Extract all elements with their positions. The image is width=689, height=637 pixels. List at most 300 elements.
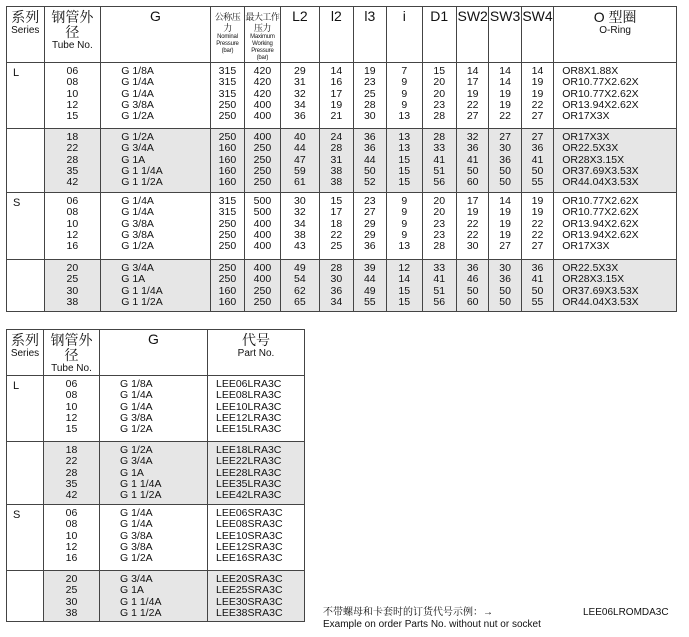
header-l3: l3 [353, 7, 386, 63]
cell-SW2: 19 [466, 206, 479, 219]
cell-SW2: 36 [466, 142, 479, 155]
cell-tube: 42 [66, 176, 79, 189]
cell-tube: 28 [65, 466, 78, 479]
column-oring [554, 129, 677, 193]
header-l2: l2 [320, 7, 353, 63]
cell-L2: 54 [294, 273, 306, 286]
cell-tube: 12 [65, 540, 78, 553]
cell-pw: 500 [253, 195, 272, 207]
cell-D1: 28 [433, 240, 446, 253]
column-tube [44, 193, 101, 260]
column-i [387, 63, 422, 129]
column-tube [44, 442, 100, 505]
cell-pw: 250 [253, 295, 272, 308]
cell-i: 15 [398, 164, 411, 177]
cell-L2: 38 [294, 228, 306, 241]
header-D1: D1 [422, 7, 456, 63]
column-l2 [320, 63, 353, 129]
header-part-no: 代号 Part No. [208, 330, 305, 376]
cell-tube: 16 [65, 552, 78, 565]
column-part [208, 505, 305, 571]
column-SW2 [456, 260, 488, 312]
cell-SW2: 60 [466, 176, 479, 189]
series-cell: S [7, 193, 45, 260]
column-i [387, 129, 422, 193]
cell-g: G 1/2A [120, 444, 153, 456]
cell-pw: 400 [253, 262, 272, 274]
cell-SW3: 50 [499, 176, 511, 189]
cell-pn: 315 [218, 195, 237, 207]
column-pw [245, 260, 280, 312]
cell-L2: 32 [294, 206, 306, 219]
cell-SW2: 46 [466, 273, 479, 286]
cell-part: LEE08LRA3C [216, 389, 282, 402]
cell-l3: 55 [363, 295, 376, 308]
cell-L2: 36 [294, 110, 306, 123]
cell-tube: 10 [66, 87, 79, 100]
order-example-cn: 不带螺母和卡套时的订货代号示例：→ [323, 607, 493, 618]
cell-g: G 3/8A [121, 98, 154, 111]
cell-pn: 315 [218, 206, 237, 219]
cell-SW4: 19 [531, 76, 544, 89]
cell-D1: 20 [433, 206, 446, 219]
cell-g: G 1/4A [121, 206, 154, 219]
cell-pn: 160 [218, 153, 237, 166]
cell-pn: 250 [218, 131, 237, 143]
cell-tube: 25 [65, 584, 78, 597]
table2-header-row [7, 330, 305, 376]
column-oring [554, 193, 677, 260]
cell-part: LEE10SRA3C [216, 529, 283, 542]
cell-g: G 1/2A [121, 240, 154, 253]
series-cell [7, 442, 44, 505]
cell-tube: 06 [66, 195, 79, 207]
cell-D1: 20 [433, 87, 446, 100]
cell-i: 14 [398, 273, 411, 286]
cell-SW3: 50 [499, 164, 511, 177]
cell-g: G 1 1/4A [121, 284, 163, 297]
cell-pw: 400 [253, 110, 272, 123]
cell-pw: 400 [253, 131, 272, 143]
cell-pw: 250 [253, 164, 272, 177]
cell-oring: OR28X3.15X [562, 273, 625, 286]
cell-i: 13 [398, 110, 411, 123]
column-g [101, 193, 210, 260]
cell-tube: 08 [66, 76, 79, 89]
column-L2 [280, 260, 320, 312]
cell-L2: 43 [294, 240, 306, 253]
cell-i: 15 [398, 295, 411, 308]
cell-pn: 250 [218, 228, 237, 241]
cell-D1: 20 [433, 195, 446, 207]
cell-i: 9 [401, 76, 408, 89]
cell-SW3: 19 [499, 217, 511, 230]
cell-i: 15 [398, 176, 411, 189]
column-g [100, 442, 208, 505]
cell-part: LEE16SRA3C [216, 552, 283, 565]
cell-pw: 420 [253, 65, 272, 77]
cell-g: G 1 1/2A [121, 176, 163, 189]
column-pw [245, 193, 280, 260]
cell-L2: 31 [294, 76, 306, 89]
cell-SW4: 19 [531, 195, 544, 207]
cell-SW2: 41 [466, 153, 479, 166]
header-working-pressure: 最大工作压力 Maximum Working Pressure (bar) [245, 7, 280, 63]
cell-g: G 1/4A [120, 400, 153, 413]
column-SW2 [456, 193, 488, 260]
cell-pn: 250 [218, 110, 237, 123]
cell-l2: 34 [330, 295, 343, 308]
cell-pn: 160 [218, 176, 237, 189]
cell-l2: 16 [330, 76, 343, 89]
cell-g: G 1 1/4A [120, 595, 162, 608]
cell-pn: 250 [218, 217, 237, 230]
cell-g: G 1 1/2A [120, 606, 162, 619]
cell-tube: 08 [65, 518, 78, 531]
cell-L2: 59 [294, 164, 306, 177]
cell-part: LEE28LRA3C [216, 466, 282, 479]
cell-L2: 30 [294, 195, 306, 207]
cell-SW2: 32 [466, 131, 479, 143]
header-SW2: SW2 [456, 7, 488, 63]
header-SW3: SW3 [489, 7, 521, 63]
cell-D1: 56 [433, 295, 446, 308]
cell-part: LEE22LRA3C [216, 455, 282, 468]
cell-oring: OR10.77X2.62X [562, 206, 639, 219]
cell-g: G 3/8A [120, 540, 153, 553]
series-cell [7, 129, 45, 193]
cell-tube: 35 [65, 477, 78, 490]
cell-L2: 65 [294, 295, 306, 308]
table1-header-row [7, 7, 677, 63]
cell-g: G 1/4A [120, 389, 153, 402]
column-oring [554, 260, 677, 312]
cell-D1: 15 [433, 65, 446, 77]
cell-l3: 28 [363, 98, 376, 111]
cell-g: G 1/4A [121, 76, 154, 89]
cell-g: G 1/2A [121, 131, 154, 143]
cell-part: LEE30SRA3C [216, 595, 283, 608]
cell-g: G 1 1/2A [121, 295, 163, 308]
cell-g: G 1A [121, 153, 146, 166]
cell-SW2: 50 [466, 284, 479, 297]
cell-pn: 250 [218, 98, 237, 111]
cell-oring: OR44.04X3.53X [562, 295, 639, 308]
cell-l3: 19 [363, 65, 376, 77]
cell-l3: 36 [363, 240, 376, 253]
cell-L2: 32 [294, 87, 306, 100]
column-pn [210, 63, 244, 129]
cell-oring: OR13.94X2.62X [562, 217, 639, 230]
cell-pw: 400 [253, 228, 272, 241]
cell-SW3: 27 [499, 240, 511, 253]
column-pn [210, 129, 244, 193]
cell-pn: 160 [218, 164, 237, 177]
column-SW4 [521, 193, 553, 260]
cell-tube: 16 [66, 240, 79, 253]
cell-SW4: 14 [531, 65, 544, 77]
cell-SW2: 22 [466, 228, 479, 241]
column-L2 [280, 193, 320, 260]
cell-SW4: 19 [531, 87, 544, 100]
cell-tube: 08 [66, 206, 79, 219]
cell-tube: 12 [66, 228, 79, 241]
cell-g: G 1/2A [120, 552, 153, 565]
cell-l3: 44 [363, 153, 376, 166]
cell-i: 9 [401, 87, 408, 100]
cell-SW3: 27 [499, 131, 511, 143]
column-tube [44, 505, 100, 571]
cell-pw: 420 [253, 76, 272, 89]
cell-l2: 21 [330, 110, 343, 123]
column-SW4 [521, 63, 553, 129]
cell-SW3: 30 [499, 262, 511, 274]
cell-pn: 250 [218, 273, 237, 286]
cell-tube: 38 [66, 295, 79, 308]
cell-tube: 12 [66, 98, 79, 111]
header-g: G [101, 7, 210, 63]
column-l2 [320, 129, 353, 193]
cell-oring: OR17X3X [562, 240, 610, 253]
cell-pn: 250 [218, 240, 237, 253]
cell-oring: OR10.77X2.62X [562, 195, 639, 207]
cell-l2: 18 [330, 217, 343, 230]
cell-part: LEE38SRA3C [216, 606, 283, 619]
cell-SW3: 30 [499, 142, 511, 155]
column-D1 [422, 129, 456, 193]
cell-D1: 41 [433, 273, 446, 286]
cell-D1: 23 [433, 217, 446, 230]
cell-SW4: 19 [531, 206, 544, 219]
cell-g: G 1/8A [120, 378, 153, 390]
cell-pn: 160 [218, 295, 237, 308]
cell-pw: 250 [253, 176, 272, 189]
column-g [101, 63, 210, 129]
cell-SW2: 14 [466, 65, 479, 77]
cell-SW4: 50 [531, 284, 544, 297]
cell-g: G 3/4A [121, 142, 154, 155]
column-i [387, 193, 422, 260]
header-i: i [387, 7, 422, 63]
cell-tube: 42 [65, 489, 78, 502]
cell-l2: 15 [330, 195, 343, 207]
cell-part: LEE12SRA3C [216, 540, 283, 553]
cell-l2: 25 [330, 240, 343, 253]
header-L2: L2 [280, 7, 320, 63]
cell-SW2: 30 [466, 240, 479, 253]
cell-g: G 3/4A [121, 262, 154, 274]
cell-part: LEE06LRA3C [216, 378, 282, 390]
cell-SW4: 27 [531, 240, 544, 253]
cell-g: G 1 1/2A [120, 489, 162, 502]
cell-SW4: 41 [531, 273, 544, 286]
cell-SW2: 17 [466, 76, 479, 89]
cell-D1: 28 [433, 110, 446, 123]
cell-SW2: 17 [466, 195, 479, 207]
cell-L2: 34 [294, 98, 306, 111]
cell-tube: 20 [66, 262, 79, 274]
cell-part: LEE06SRA3C [216, 507, 283, 519]
cell-tube: 18 [65, 444, 78, 456]
cell-SW2: 22 [466, 98, 479, 111]
cell-i: 13 [398, 131, 411, 143]
cell-l3: 23 [363, 76, 376, 89]
cell-part: LEE35LRA3C [216, 477, 282, 490]
header-tube: 钢管外径 Tube No. [44, 330, 100, 376]
cell-oring: OR13.94X2.62X [562, 98, 639, 111]
cell-l3: 27 [363, 206, 376, 219]
column-part [208, 376, 305, 442]
cell-l3: 50 [363, 164, 376, 177]
cell-oring: OR22.5X3X [562, 142, 619, 155]
group-row [7, 129, 677, 193]
cell-l3: 36 [363, 131, 376, 143]
cell-g: G 3/4A [120, 573, 153, 585]
cell-i: 15 [398, 284, 411, 297]
cell-SW4: 41 [531, 153, 544, 166]
cell-g: G 1/4A [121, 195, 154, 207]
cell-L2: 29 [294, 65, 306, 77]
cell-L2: 34 [294, 217, 306, 230]
cell-tube: 22 [65, 455, 78, 468]
cell-pw: 250 [253, 153, 272, 166]
cell-D1: 56 [433, 176, 446, 189]
cell-SW3: 50 [499, 295, 511, 308]
cell-SW3: 14 [499, 65, 511, 77]
cell-tube: 25 [66, 273, 79, 286]
cell-oring: OR17X3X [562, 110, 610, 123]
cell-g: G 3/8A [121, 217, 154, 230]
cell-L2: 61 [294, 176, 306, 189]
cell-pn: 250 [218, 262, 237, 274]
cell-pn: 315 [218, 87, 237, 100]
header-series: 系列 Series [7, 7, 45, 63]
cell-l2: 38 [330, 176, 343, 189]
cell-pn: 315 [218, 65, 237, 77]
cell-oring: OR10.77X2.62X [562, 76, 639, 89]
cell-i: 13 [398, 240, 411, 253]
column-tube [44, 129, 101, 193]
column-g [100, 376, 208, 442]
cell-g: G 1 1/4A [121, 164, 163, 177]
cell-l2: 17 [330, 87, 343, 100]
cell-l2: 38 [330, 164, 343, 177]
cell-l3: 29 [363, 217, 376, 230]
cell-l3: 44 [363, 273, 376, 286]
cell-L2: 40 [294, 131, 306, 143]
cell-oring: OR37.69X3.53X [562, 284, 639, 297]
cell-L2: 49 [294, 262, 306, 274]
cell-part: LEE08SRA3C [216, 518, 283, 531]
cell-part: LEE20SRA3C [216, 573, 283, 585]
header-nominal-pressure: 公称压力 Nominal Pressure (bar) [210, 7, 244, 63]
cell-i: 9 [401, 98, 408, 111]
column-tube [44, 571, 100, 622]
cell-i: 13 [398, 142, 411, 155]
column-g [100, 505, 208, 571]
column-SW3 [489, 129, 521, 193]
cell-g: G 1A [121, 273, 146, 286]
cell-i: 9 [401, 217, 408, 230]
cell-l3: 23 [363, 195, 376, 207]
group-row [7, 376, 305, 442]
dimensions-table [6, 6, 677, 312]
cell-SW4: 36 [531, 142, 544, 155]
cell-D1: 51 [433, 164, 446, 177]
column-SW4 [521, 260, 553, 312]
group-row [7, 571, 305, 622]
cell-tube: 06 [65, 507, 78, 519]
cell-g: G 3/8A [121, 228, 154, 241]
cell-SW2: 50 [466, 164, 479, 177]
cell-oring: OR37.69X3.53X [562, 164, 639, 177]
cell-SW3: 14 [499, 76, 511, 89]
cell-g: G 1A [120, 584, 144, 597]
cell-D1: 41 [433, 153, 446, 166]
series-cell: L [7, 376, 44, 442]
cell-tube: 30 [65, 595, 78, 608]
cell-tube: 18 [66, 131, 79, 143]
column-SW3 [489, 193, 521, 260]
column-D1 [422, 193, 456, 260]
series-cell [7, 260, 45, 312]
cell-tube: 08 [65, 389, 78, 402]
cell-g: G 1/8A [121, 65, 154, 77]
column-D1 [422, 260, 456, 312]
cell-g: G 1/4A [121, 87, 154, 100]
cell-pn: 315 [218, 76, 237, 89]
cell-L2: 47 [294, 153, 306, 166]
cell-SW2: 19 [466, 87, 479, 100]
cell-SW2: 60 [466, 295, 479, 308]
cell-pw: 400 [253, 273, 272, 286]
cell-SW3: 14 [499, 195, 511, 207]
cell-l3: 52 [363, 176, 376, 189]
column-pn [210, 260, 244, 312]
column-tube [44, 260, 101, 312]
cell-l2: 30 [330, 273, 343, 286]
cell-oring: OR13.94X2.62X [562, 228, 639, 241]
cell-l3: 25 [363, 87, 376, 100]
cell-g: G 1/2A [121, 110, 154, 123]
cell-part: LEE10LRA3C [216, 400, 282, 413]
cell-tube: 35 [66, 164, 79, 177]
order-example-code: LEE06LROMDA3C [583, 607, 669, 618]
column-SW2 [456, 129, 488, 193]
cell-SW4: 27 [531, 110, 544, 123]
cell-SW4: 22 [531, 228, 544, 241]
column-l3 [353, 193, 386, 260]
header-oring: O 型圈 O-Ring [554, 7, 677, 63]
cell-l2: 28 [330, 262, 343, 274]
cell-SW3: 19 [499, 228, 511, 241]
group-row [7, 442, 305, 505]
header-SW4: SW4 [521, 7, 553, 63]
cell-pw: 250 [253, 142, 272, 155]
cell-l2: 36 [330, 284, 343, 297]
column-part [208, 442, 305, 505]
group-row [7, 193, 677, 260]
cell-pw: 400 [253, 217, 272, 230]
cell-part: LEE25SRA3C [216, 584, 283, 597]
cell-g: G 1/2A [120, 423, 153, 436]
cell-tube: 10 [65, 400, 78, 413]
cell-pw: 420 [253, 87, 272, 100]
cell-tube: 38 [65, 606, 78, 619]
column-g [101, 260, 210, 312]
column-L2 [280, 129, 320, 193]
cell-D1: 33 [433, 142, 446, 155]
